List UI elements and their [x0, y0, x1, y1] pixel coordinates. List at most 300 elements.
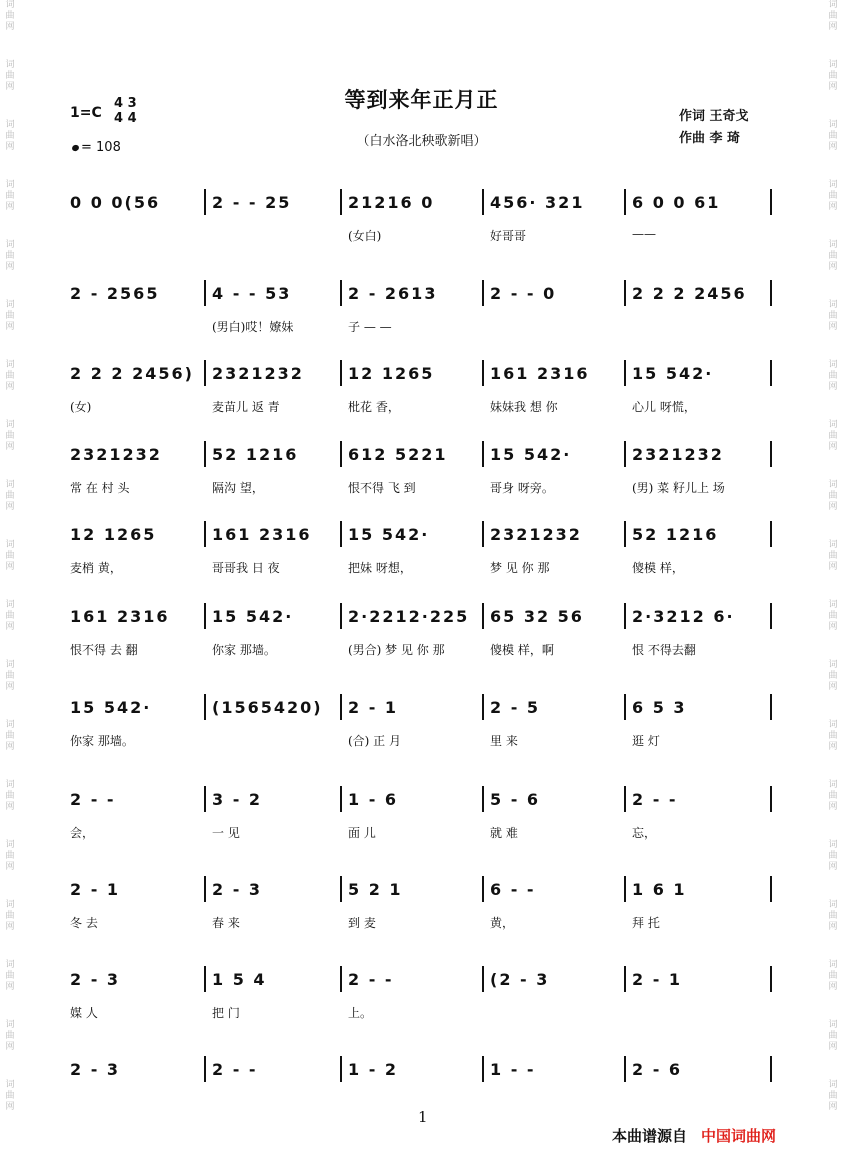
bar-line [482, 1056, 484, 1082]
watermark-char: 词 [5, 1020, 15, 1030]
watermark-char: 网 [828, 82, 838, 92]
lyric-segment: 忘， [632, 826, 657, 840]
watermark-char: 词 [5, 780, 15, 790]
lyric-segment: 好哥哥 [490, 229, 527, 243]
watermark-group [2, 900, 18, 960]
bar-line [624, 1056, 626, 1082]
measure: 2321232 [632, 445, 724, 464]
watermark-char: 词 [828, 240, 838, 250]
lyric-segment: 你家 那墙。 [70, 734, 134, 748]
notes-line [70, 445, 775, 469]
lyric-segment: 哥哥我 日 夜 [212, 561, 280, 575]
watermark-char: 网 [828, 142, 838, 152]
bar-line [340, 603, 342, 629]
bar-line [340, 966, 342, 992]
watermark-char: 曲 [5, 551, 15, 561]
watermark-char: 曲 [828, 311, 838, 321]
watermark-char: 词 [828, 720, 838, 730]
source-label: 本曲谱源自 [612, 1127, 688, 1145]
watermark-group [825, 660, 841, 720]
watermark-char: 词 [828, 540, 838, 550]
watermark-group [825, 900, 841, 960]
lyric-segment: 哥身 呀旁。 [490, 481, 554, 495]
lyric-segment: 隔沟 望， [212, 481, 264, 495]
watermark-char: 网 [5, 1042, 15, 1052]
watermark-char: 词 [5, 960, 15, 970]
watermark-char: 网 [828, 442, 838, 452]
measure: 5 - 6 [490, 790, 541, 809]
bar-line [204, 694, 206, 720]
watermark-char: 曲 [828, 431, 838, 441]
bar-line [624, 786, 626, 812]
watermark-group [825, 960, 841, 1020]
watermark-char: 曲 [828, 791, 838, 801]
bar-line [770, 280, 772, 306]
watermark-char: 词 [828, 420, 838, 430]
bar-line [624, 694, 626, 720]
watermark-char: 网 [5, 322, 15, 332]
measure: (2 - 3 [490, 970, 550, 989]
watermark-char: 网 [5, 1102, 15, 1112]
notes-line [70, 1060, 775, 1084]
bar-line [482, 189, 484, 215]
lyricist: 作词 王奇戈 [679, 109, 749, 124]
measure: 1 - 6 [348, 790, 399, 809]
bar-line [204, 360, 206, 386]
watermark-group [825, 240, 841, 300]
bar-line [624, 441, 626, 467]
bar-line [482, 441, 484, 467]
watermark-char: 网 [5, 442, 15, 452]
watermark-group [2, 660, 18, 720]
lyric-segment: 黄， [490, 916, 515, 930]
notes-line [70, 525, 775, 549]
watermark-group [825, 840, 841, 900]
measure: 2 - 1 [70, 880, 121, 899]
watermark-char: 曲 [828, 731, 838, 741]
bar-line [482, 876, 484, 902]
lyrics-line [70, 641, 775, 659]
bar-line [204, 189, 206, 215]
watermark-char: 网 [5, 862, 15, 872]
watermark-group [825, 540, 841, 600]
bar-line [482, 694, 484, 720]
watermark-char: 词 [828, 120, 838, 130]
watermark-char: 曲 [828, 851, 838, 861]
bar-line [204, 786, 206, 812]
measure: 2 - 1 [348, 698, 399, 717]
bar-line [770, 521, 772, 547]
watermark-char: 网 [828, 742, 838, 752]
measure: 2321232 [490, 525, 582, 544]
measure: 65 32 56 [490, 607, 584, 626]
bar-line [624, 280, 626, 306]
watermark-char: 网 [5, 502, 15, 512]
bar-line [770, 360, 772, 386]
watermark-char: 网 [828, 622, 838, 632]
bar-line [770, 603, 772, 629]
bar-line [770, 876, 772, 902]
watermark-char: 词 [828, 60, 838, 70]
watermark-char: 曲 [5, 731, 15, 741]
watermark-char: 网 [5, 742, 15, 752]
notes-line [70, 284, 775, 308]
watermark-group [2, 960, 18, 1020]
lyric-segment: (女白) [348, 229, 382, 243]
lyric-segment: 就 难 [490, 826, 518, 840]
watermark-char: 曲 [828, 671, 838, 681]
measure: 2 - - [348, 970, 394, 989]
watermark-group [825, 720, 841, 780]
watermark-char: 曲 [828, 131, 838, 141]
bar-line [624, 360, 626, 386]
watermark-char: 曲 [5, 851, 15, 861]
measure: 12 1265 [348, 364, 435, 383]
watermark-char: 曲 [828, 551, 838, 561]
lyrics-line [70, 1004, 775, 1022]
watermark-char: 网 [828, 982, 838, 992]
watermark-char: 词 [5, 180, 15, 190]
watermark-group [825, 180, 841, 240]
watermark-char: 曲 [828, 1031, 838, 1041]
watermark-char: 曲 [828, 191, 838, 201]
bar-line [624, 603, 626, 629]
watermark-char: 曲 [5, 311, 15, 321]
watermark-char: 网 [5, 382, 15, 392]
bar-line [204, 603, 206, 629]
watermark-char: 词 [828, 600, 838, 610]
watermark-char: 网 [828, 802, 838, 812]
watermark-char: 曲 [5, 491, 15, 501]
watermark-group [2, 720, 18, 780]
watermark-char: 词 [828, 360, 838, 370]
watermark-char: 词 [5, 300, 15, 310]
lyric-segment: 冬 去 [70, 916, 98, 930]
watermark-char: 词 [5, 720, 15, 730]
measure: 6 0 0 61 [632, 193, 721, 212]
measure: 161 2316 [70, 607, 170, 626]
time-signature-bottom: 4 4 [114, 111, 137, 126]
bar-line [770, 694, 772, 720]
watermark-group [2, 180, 18, 240]
lyric-segment: 面 儿 [348, 826, 376, 840]
measure: 2 - - 0 [490, 284, 557, 303]
watermark-group [825, 1080, 841, 1140]
watermark-group [2, 240, 18, 300]
bar-line [770, 1056, 772, 1082]
watermark-char: 词 [5, 480, 15, 490]
lyric-segment: (合) 正 月 [348, 734, 401, 748]
notes-line [70, 880, 775, 904]
watermark-group [825, 480, 841, 540]
watermark-char: 曲 [828, 371, 838, 381]
lyric-segment: 拜 托 [632, 916, 660, 930]
watermark-right [825, 0, 841, 1172]
watermark-char: 曲 [5, 431, 15, 441]
watermark-char: 网 [828, 382, 838, 392]
lyrics-line [70, 318, 775, 336]
measure: 2 2 2 2456) [70, 364, 194, 383]
lyric-segment: 里 来 [490, 734, 518, 748]
lyrics-line [70, 914, 775, 932]
lyric-segment: 把 门 [212, 1006, 240, 1020]
bar-line [204, 280, 206, 306]
watermark-char: 网 [5, 82, 15, 92]
lyric-segment: —— [632, 227, 656, 241]
bar-line [340, 1056, 342, 1082]
lyric-segment: 枇花 香， [348, 400, 400, 414]
measure: 456· 321 [490, 193, 585, 212]
measure: 21216 0 [348, 193, 435, 212]
measure: 2 - - [632, 790, 678, 809]
notes-line [70, 790, 775, 814]
lyric-segment: 到 麦 [348, 916, 376, 930]
watermark-char: 网 [828, 22, 838, 32]
measure: 52 1216 [632, 525, 719, 544]
bar-line [340, 441, 342, 467]
watermark-group [2, 360, 18, 420]
measure: 12 1265 [70, 525, 157, 544]
measure: 3 - 2 [212, 790, 263, 809]
measure: (1565420) [212, 698, 323, 717]
watermark-char: 网 [828, 862, 838, 872]
bar-line [770, 966, 772, 992]
lyric-segment: 恨不得 飞 到 [348, 481, 416, 495]
measure: 2 - 6 [632, 1060, 683, 1079]
song-subtitle: （白水洛北秧歌新唱） [356, 134, 487, 149]
watermark-char: 词 [5, 120, 15, 130]
watermark-char: 网 [5, 562, 15, 572]
watermark-group [825, 0, 841, 60]
watermark-char: 网 [5, 922, 15, 932]
lyrics-line [70, 227, 775, 245]
watermark-group [2, 780, 18, 840]
measure: 1 5 4 [212, 970, 267, 989]
measure: 52 1216 [212, 445, 299, 464]
watermark-group [825, 420, 841, 480]
measure: 2321232 [212, 364, 304, 383]
watermark-char: 曲 [5, 911, 15, 921]
watermark-char: 曲 [828, 11, 838, 21]
watermark-char: 词 [5, 360, 15, 370]
lyric-segment: 一 见 [212, 826, 240, 840]
notes-line [70, 607, 775, 631]
time-signature [114, 96, 137, 126]
watermark-char: 词 [828, 660, 838, 670]
watermark-char: 网 [828, 562, 838, 572]
lyric-segment: 恨 不得去翻 [632, 643, 696, 657]
watermark-char: 网 [828, 502, 838, 512]
watermark-char: 曲 [828, 611, 838, 621]
measure: 4 - - 53 [212, 284, 292, 303]
key-signature: 1=C [70, 105, 102, 121]
lyrics-line [70, 824, 775, 842]
bar-line [340, 786, 342, 812]
measure: 2 - - [70, 790, 116, 809]
watermark-group [2, 420, 18, 480]
watermark-char: 词 [828, 960, 838, 970]
lyrics-line [70, 559, 775, 577]
watermark-group [825, 300, 841, 360]
watermark-char: 曲 [5, 371, 15, 381]
lyrics-line [70, 398, 775, 416]
watermark-char: 网 [828, 1042, 838, 1052]
measure: 15 542· [212, 607, 294, 626]
watermark-char: 词 [5, 660, 15, 670]
measure: 5 2 1 [348, 880, 403, 899]
watermark-group [825, 780, 841, 840]
watermark-char: 词 [5, 840, 15, 850]
bar-line [340, 694, 342, 720]
watermark-char: 词 [828, 900, 838, 910]
bar-line [770, 786, 772, 812]
measure: 2 - 2565 [70, 284, 160, 303]
bar-line [340, 521, 342, 547]
lyric-segment: 媒 人 [70, 1006, 98, 1020]
credits [679, 106, 749, 150]
watermark-char: 曲 [5, 1091, 15, 1101]
tempo-marking [72, 140, 121, 155]
watermark-char: 网 [5, 802, 15, 812]
measure: 2 - - [212, 1060, 258, 1079]
watermark-group [2, 540, 18, 600]
watermark-char: 曲 [828, 1091, 838, 1101]
measure: 1 - 2 [348, 1060, 399, 1079]
watermark-char: 词 [5, 540, 15, 550]
watermark-char: 词 [828, 0, 838, 10]
lyric-segment: 妹妹我 想 你 [490, 400, 558, 414]
watermark-char: 网 [828, 922, 838, 932]
bar-line [340, 280, 342, 306]
watermark-group [2, 480, 18, 540]
watermark-char: 网 [828, 202, 838, 212]
time-signature-top: 4 3 [114, 96, 137, 111]
watermark-char: 词 [5, 240, 15, 250]
bar-line [482, 360, 484, 386]
bar-line [770, 189, 772, 215]
page-number: 1 [418, 1108, 428, 1126]
watermark-char: 曲 [828, 71, 838, 81]
lyric-segment: (男白)哎！嫽妹 [212, 320, 294, 334]
bar-line [624, 189, 626, 215]
measure: 2 - 2613 [348, 284, 438, 303]
watermark-char: 网 [5, 202, 15, 212]
lyric-segment: 上。 [348, 1006, 373, 1020]
watermark-char: 网 [5, 142, 15, 152]
measure: 6 5 3 [632, 698, 687, 717]
watermark-char: 词 [828, 780, 838, 790]
bar-line [340, 189, 342, 215]
watermark-group [2, 300, 18, 360]
watermark-char: 词 [5, 0, 15, 10]
measure: 0 0 0(56 [70, 193, 161, 212]
measure: 2·2212·225 [348, 607, 470, 626]
watermark-char: 网 [5, 262, 15, 272]
measure: 2 - 3 [70, 1060, 121, 1079]
watermark-group [825, 600, 841, 660]
watermark-left [2, 0, 18, 1172]
lyric-segment: 心儿 呀慌， [632, 400, 696, 414]
measure: 2 - 5 [490, 698, 541, 717]
watermark-char: 网 [5, 622, 15, 632]
lyric-segment: (女) [70, 400, 92, 414]
measure: 161 2316 [212, 525, 312, 544]
quarter-note-icon [71, 144, 80, 152]
lyric-segment: (男) 菜 籽儿上 场 [632, 481, 725, 495]
lyric-segment: 麦梢 黄， [70, 561, 122, 575]
watermark-char: 网 [5, 982, 15, 992]
measure: 161 2316 [490, 364, 590, 383]
watermark-char: 曲 [5, 671, 15, 681]
bar-line [204, 521, 206, 547]
watermark-char: 曲 [828, 911, 838, 921]
notes-line [70, 970, 775, 994]
bar-line [204, 1056, 206, 1082]
watermark-char: 曲 [5, 1031, 15, 1041]
watermark-group [2, 1080, 18, 1140]
watermark-group [2, 600, 18, 660]
watermark-char: 曲 [5, 191, 15, 201]
watermark-char: 曲 [5, 971, 15, 981]
watermark-char: 词 [828, 1080, 838, 1090]
lyric-segment: 会， [70, 826, 95, 840]
measure: 1 6 1 [632, 880, 687, 899]
lyric-segment: 傻模 样，啊 [490, 643, 554, 657]
watermark-group [2, 120, 18, 180]
notes-line [70, 698, 775, 722]
bar-line [624, 966, 626, 992]
measure: 2 2 2 2456 [632, 284, 747, 303]
watermark-group [2, 840, 18, 900]
bar-line [340, 360, 342, 386]
watermark-char: 网 [828, 322, 838, 332]
tempo-value: = 108 [81, 140, 121, 155]
bar-line [482, 966, 484, 992]
watermark-char: 曲 [5, 791, 15, 801]
watermark-char: 词 [828, 840, 838, 850]
bar-line [624, 521, 626, 547]
bar-line [204, 876, 206, 902]
watermark-char: 曲 [5, 131, 15, 141]
bar-line [482, 280, 484, 306]
watermark-group [2, 1020, 18, 1080]
watermark-char: 词 [828, 180, 838, 190]
measure: 15 542· [632, 364, 714, 383]
watermark-group [825, 360, 841, 420]
lyric-segment: 把妹 呀想， [348, 561, 412, 575]
bar-line [770, 441, 772, 467]
notes-line [70, 193, 775, 217]
lyric-segment: (男合) 梦 见 你 那 [348, 643, 445, 657]
lyrics-line [70, 479, 775, 497]
watermark-char: 词 [828, 480, 838, 490]
measure: 2321232 [70, 445, 162, 464]
measure: 2 - - 25 [212, 193, 292, 212]
watermark-char: 词 [5, 600, 15, 610]
lyric-segment: 梦 见 你 那 [490, 561, 550, 575]
bar-line [624, 876, 626, 902]
notes-line [70, 364, 775, 388]
source-brand: 中国词曲网 [701, 1127, 777, 1145]
measure: 15 542· [348, 525, 430, 544]
measure: 6 - - [490, 880, 536, 899]
watermark-char: 网 [828, 262, 838, 272]
lyric-segment: 春 来 [212, 916, 240, 930]
measure: 15 542· [490, 445, 572, 464]
source-credit [612, 1125, 776, 1146]
watermark-char: 网 [828, 1102, 838, 1112]
lyric-segment: 子 — — [348, 320, 392, 334]
